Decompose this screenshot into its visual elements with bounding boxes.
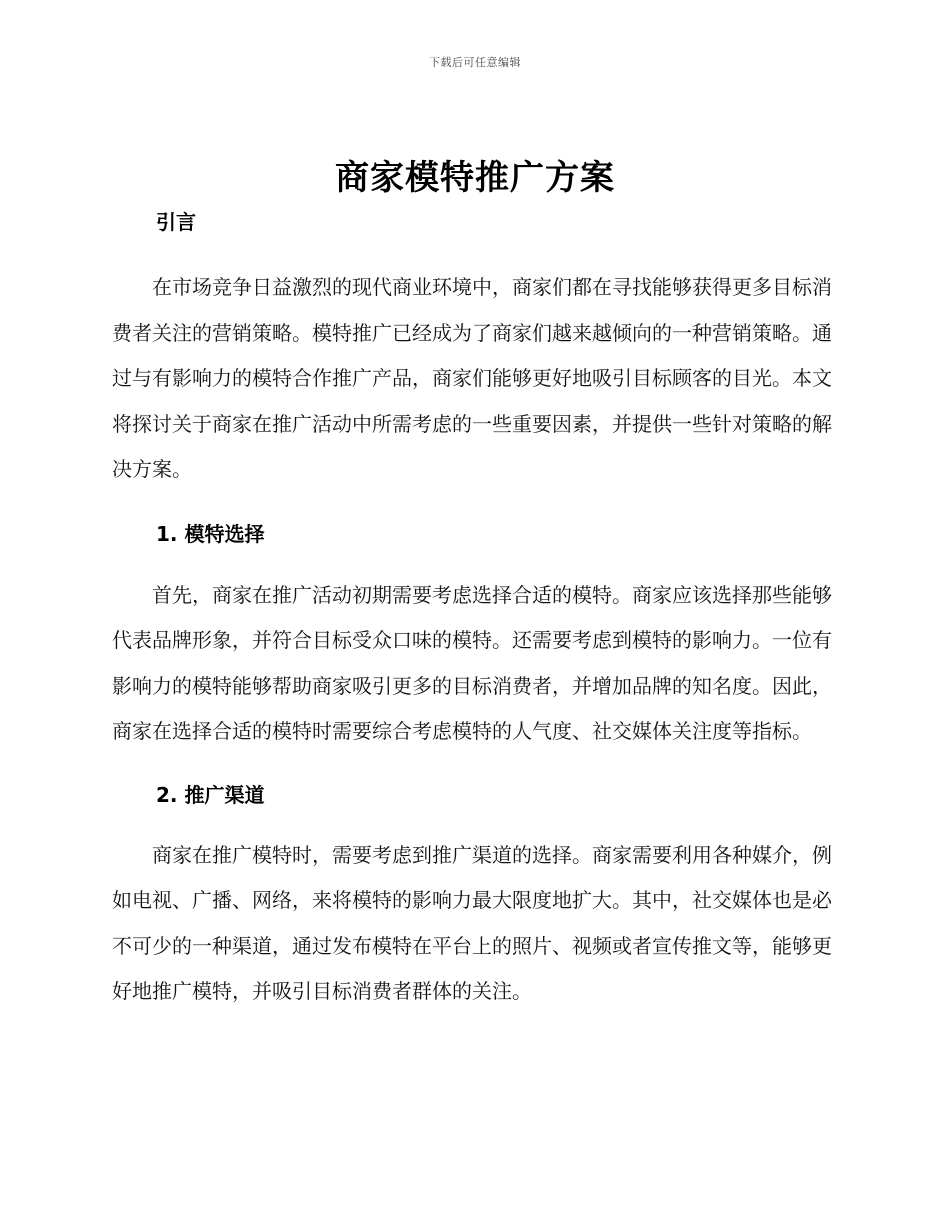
section-paragraph-model-selection: 首先，商家在推广活动初期需要考虑选择合适的模特。商家应该选择那些能够代表品牌形象，并符合目标受众口味的模特。还需要考虑到模特的影响力。一位有影响力的模特能够帮助商家吸引更多的目标消费者，并增加品牌的知名度。因此，商家在选择合适的模特时需要综合考虑模特的人气度、社交媒体关注度等指标。 xyxy=(112,582,832,743)
section-paragraph-promotion-channels: 商家在推广模特时，需要考虑到推广渠道的选择。商家需要利用各种媒介，例如电视、广播、网络，来将模特的影响力最大限度地扩大。其中，社交媒体也是必不可少的一种渠道，通过发布模特在平台上的照片、视频或者宣传推文等，能够更好地推广模特，并吸引目标消费者群体的关注。 xyxy=(112,842,832,1003)
section-heading-promotion-channels: 2. 推广渠道 xyxy=(156,782,265,807)
document-title: 商家模特推广方案 xyxy=(335,158,615,198)
section-heading-model-selection: 1. 模特选择 xyxy=(156,521,265,546)
header-note: 下载后可任意编辑 xyxy=(429,56,521,69)
section-paragraph-introduction: 在市场竞争日益激烈的现代商业环境中，商家们都在寻找能够获得更多目标消费者关注的营销策略。模特推广已经成为了商家们越来越倾向的一种营销策略。通过与有影响力的模特合作推广产品，商家们能够更好地吸引目标顾客的目光。本文将探讨关于商家在推广活动中所需考虑的一些重要因素，并提供一些针对策略的解决方案。 xyxy=(112,275,832,481)
section-heading-introduction: 引言 xyxy=(156,210,196,234)
document-body xyxy=(112,200,832,1015)
